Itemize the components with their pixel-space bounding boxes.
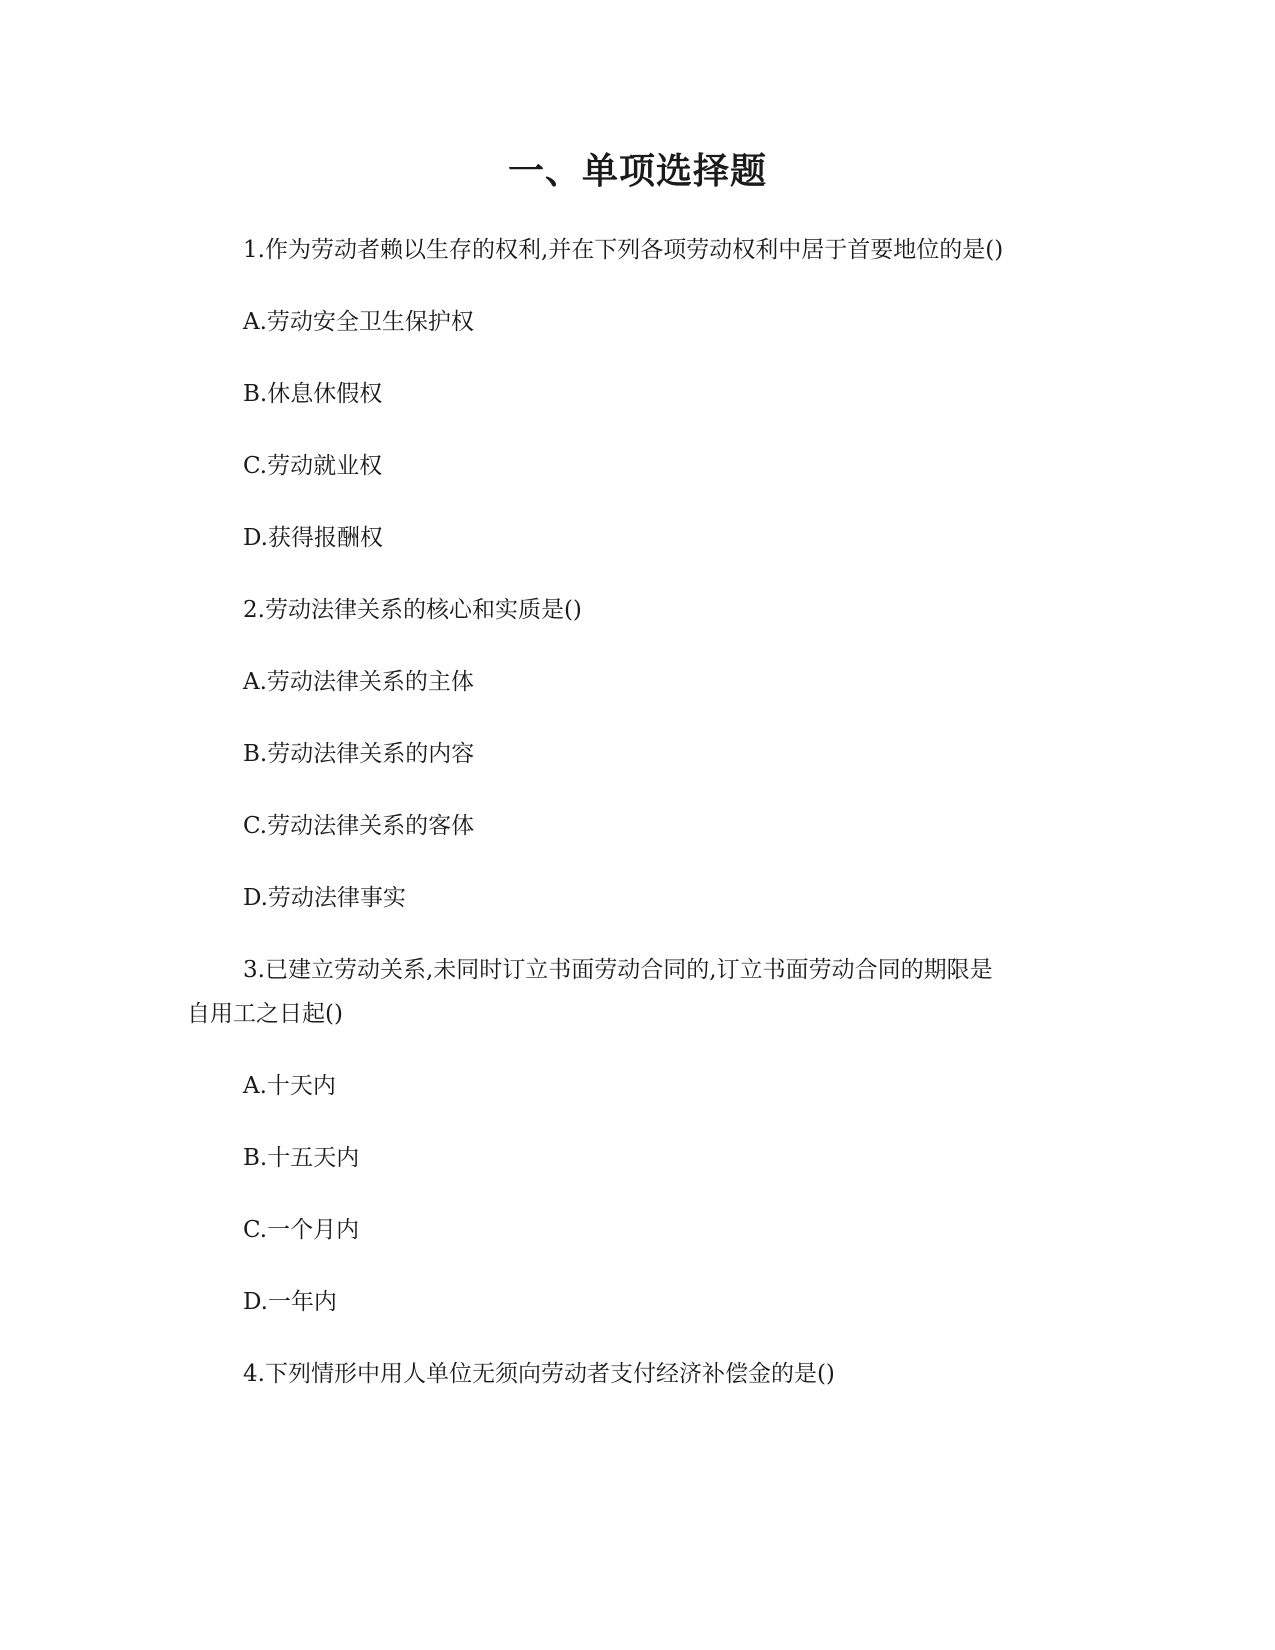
question-3-option-d: D.一年内	[243, 1289, 337, 1315]
question-2-stem: 2.劳动法律关系的核心和实质是()	[243, 597, 582, 623]
question-1-option-b: B.休息休假权	[243, 381, 383, 407]
question-1-option-c: C.劳动就业权	[243, 453, 383, 479]
section-title: 一、单项选择题	[507, 150, 767, 192]
question-2-option-c: C.劳动法律关系的客体	[243, 813, 475, 839]
question-2-option-b: B.劳动法律关系的内容	[243, 741, 475, 767]
question-2-option-d: D.劳动法律事实	[243, 885, 406, 911]
question-4-stem: 4.下列情形中用人单位无须向劳动者支付经济补偿金的是()	[243, 1361, 835, 1387]
question-2-option-a: A.劳动法律关系的主体	[243, 669, 474, 695]
question-3-option-a: A.十天内	[243, 1073, 336, 1099]
question-3-stem: 3.已建立劳动关系,未同时订立书面劳动合同的,订立书面劳动合同的期限是	[243, 957, 993, 983]
question-1-option-d: D.获得报酬权	[243, 525, 383, 551]
question-3-option-c: C.一个月内	[243, 1217, 360, 1243]
question-1-option-a: A.劳动安全卫生保护权	[243, 309, 474, 335]
question-3-stem-continued: 自用工之日起()	[187, 1001, 343, 1027]
question-1-stem: 1.作为劳动者赖以生存的权利,并在下列各项劳动权利中居于首要地位的是()	[243, 237, 1004, 263]
question-3-option-b: B.十五天内	[243, 1145, 360, 1171]
